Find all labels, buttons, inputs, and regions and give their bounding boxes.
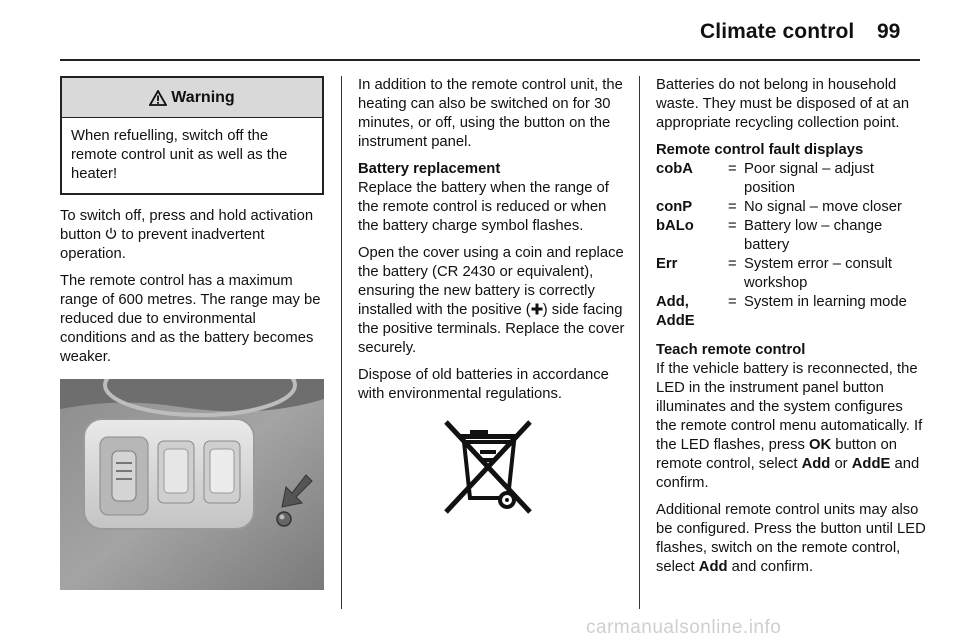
column-3 <box>656 76 926 585</box>
fault-equals: = <box>728 256 737 272</box>
waste-paragraph: Batteries do not belong in household waste. They must be disposed of at an appropriate recycling collection point. <box>656 77 910 131</box>
column-2 <box>358 76 626 518</box>
fault-code: bALo <box>656 218 694 234</box>
column-1 <box>60 76 324 590</box>
adde-keyword: AddE <box>851 456 891 472</box>
teach-paragraph: If the vehicle battery is reconnected, the LED in the instrument panel button illuminates and the system configures the remote control menu automatically. If the LED flashes, press OK button on remote control, select Add or AddE and confirm. <box>656 361 923 491</box>
page-number: 99 <box>877 20 901 43</box>
warning-triangle-icon <box>149 90 167 106</box>
fault-code: conP <box>656 199 693 215</box>
fault-description: Poor signal – adjust position <box>744 161 874 196</box>
warning-header <box>62 78 322 118</box>
warning-text: When refuelling, switch off the remote control unit as well as the heater! <box>71 128 288 182</box>
table-row <box>656 293 922 331</box>
add-keyword: Add <box>801 456 831 472</box>
power-button-icon <box>105 227 117 240</box>
table-row <box>656 217 922 255</box>
fault-code: Add, AddE <box>656 294 695 329</box>
fault-equals: = <box>728 199 737 215</box>
column-divider-1 <box>341 76 342 609</box>
fault-equals: = <box>728 161 737 177</box>
plus-symbol-icon <box>531 303 543 315</box>
fault-displays-heading: Remote control fault displays <box>656 142 864 158</box>
page-title: Climate control <box>700 20 855 43</box>
fault-equals: = <box>728 218 737 234</box>
warning-box <box>60 76 324 195</box>
crossed-bin-icon <box>440 416 544 518</box>
intro-paragraph: In addition to the remote control unit, the heating can also be switched on for 30 minutes, or off, using the button on the instrument panel. <box>358 77 623 150</box>
fault-description: Battery low – change battery <box>744 218 883 253</box>
add-keyword: Add <box>698 559 728 575</box>
watermark: carmanualsonline.info <box>586 617 782 638</box>
fault-description: System in learning mode <box>744 294 907 310</box>
ok-keyword: OK <box>808 437 832 453</box>
fault-code: cobA <box>656 161 693 177</box>
open-cover-paragraph: Open the cover using a coin and replace the battery (CR 2430 or equivalent), ensuring the new battery is correctly installed with the positive ( ) side facing the positive terminals. Replace the cover securely. <box>358 245 625 356</box>
table-row <box>656 160 922 198</box>
dispose-paragraph: Dispose of old batteries in accordance with environmental regulations. <box>358 367 609 402</box>
column-divider-2 <box>639 76 640 609</box>
fault-table <box>656 160 922 331</box>
switch-off-paragraph: To switch off, press and hold activation button to prevent inadvertent operation. <box>60 208 314 262</box>
fault-description: No signal – move closer <box>744 199 902 215</box>
teach-remote-heading: Teach remote control <box>656 342 806 358</box>
fault-equals: = <box>728 294 737 310</box>
table-row <box>656 198 922 217</box>
instrument-panel-photo <box>60 379 324 590</box>
page-header <box>0 0 960 62</box>
additional-paragraph: Additional remote control units may also be configured. Press the button until LED flashes, switch on the remote control, select Add and confirm. <box>656 502 926 575</box>
fault-code: Err <box>656 256 678 272</box>
fault-description: System error – consult workshop <box>744 256 893 291</box>
table-row <box>656 255 922 293</box>
range-paragraph: The remote control has a maximum range of 600 metres. The range may be reduced due to environmental conditions and as the battery becomes weaker. <box>60 273 321 365</box>
battery-paragraph: Replace the battery when the range of the remote control is reduced or when the battery charge symbol flashes. <box>358 180 609 234</box>
battery-replacement-heading: Battery replacement <box>358 161 501 177</box>
header-rule <box>60 59 920 61</box>
warning-title: Warning <box>171 89 235 106</box>
